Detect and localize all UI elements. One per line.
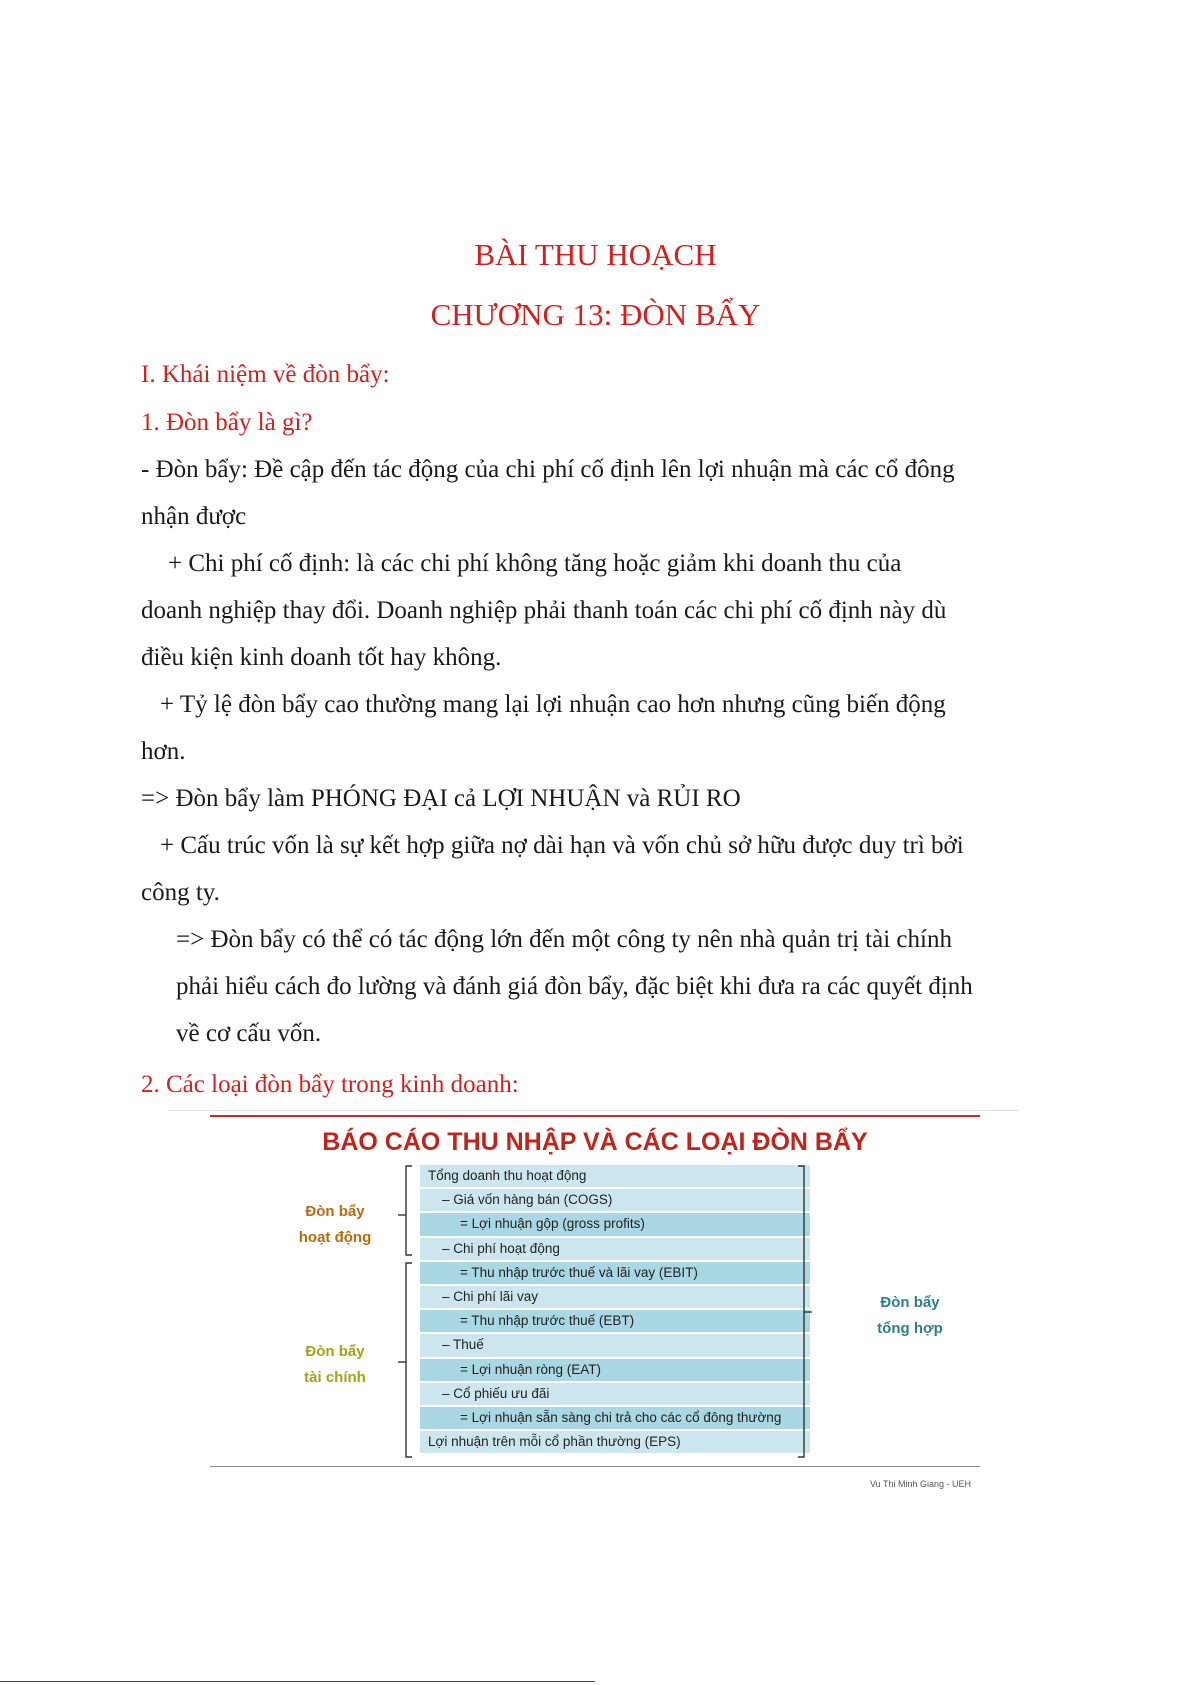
- paragraph-line: + Cấu trúc vốn là sự kết hợp giữa nợ dài hạn và vốn chủ sở hữu được duy trì bởi: [160, 832, 964, 859]
- operating-leverage-label: [280, 1199, 390, 1251]
- subsection-heading-2: 2. Các loại đòn bẩy trong kinh doanh:: [141, 1071, 519, 1098]
- paragraph-line: doanh nghiệp thay đổi. Doanh nghiệp phải thanh toán các chi phí cố định này dù: [141, 597, 947, 624]
- document-title: BÀI THU HOẠCH: [474, 237, 717, 272]
- table-row: = Lợi nhuận ròng (EAT): [420, 1359, 810, 1381]
- bracket-lines: [380, 1160, 830, 1470]
- paragraph-line: hơn.: [141, 738, 186, 765]
- figure-credit: Vu Thi Minh Giang - UEH: [870, 1479, 972, 1489]
- total-leverage-label: [855, 1290, 965, 1342]
- paragraph-line: - Đòn bẩy: Đề cập đến tác động của chi phí cố định lên lợi nhuận mà các cổ đông: [141, 456, 955, 483]
- financial-leverage-label: [280, 1339, 390, 1391]
- paragraph-line: => Đòn bẩy có thể có tác động lớn đến một công ty nên nhà quản trị tài chính: [176, 926, 952, 953]
- figure-bottom-rule: [210, 1466, 980, 1467]
- table-row: Lợi nhuận trên mỗi cổ phần thường (EPS): [420, 1431, 810, 1453]
- footnote-rule: [0, 1681, 595, 1682]
- paragraph-line: phải hiểu cách đo lường và đánh giá đòn bẩy, đặc biệt khi đưa ra các quyết định: [176, 973, 973, 1000]
- table-row: = Lợi nhuận sẵn sàng chi trả cho các cổ đông thường: [420, 1407, 810, 1429]
- financial-bracket: [406, 1263, 412, 1457]
- table-row: – Giá vốn hàng bán (COGS): [420, 1189, 810, 1211]
- table-row: = Lợi nhuận gộp (gross profits): [420, 1213, 810, 1235]
- figure-title: BÁO CÁO THU NHẬP VÀ CÁC LOẠI ĐÒN BẨY: [322, 1128, 868, 1156]
- paragraph-line: nhận được: [141, 503, 247, 530]
- table-row: Tổng doanh thu hoạt động: [420, 1165, 810, 1187]
- paragraph-line: công ty.: [141, 879, 220, 906]
- paragraph-line: điều kiện kinh doanh tốt hay không.: [141, 644, 502, 671]
- chapter-title: CHƯƠNG 13: ĐÒN BẨY: [430, 297, 761, 332]
- paragraph-line: + Chi phí cố định: là các chi phí không tăng hoặc giảm khi doanh thu của: [168, 550, 902, 577]
- paragraph-line: về cơ cấu vốn.: [176, 1020, 322, 1047]
- subsection-heading-1: 1. Đòn bẩy là gì?: [141, 409, 313, 436]
- operating-label-line2: hoạt động: [298, 1229, 372, 1246]
- total-label-line2: tổng hợp: [877, 1320, 943, 1337]
- section-heading: I. Khái niệm về đòn bẩy:: [141, 361, 390, 388]
- table-row: – Thuế: [420, 1334, 810, 1356]
- total-bracket: [798, 1166, 804, 1457]
- table-row: – Chi phí lãi vay: [420, 1286, 810, 1308]
- paragraph-line: + Tỷ lệ đòn bẩy cao thường mang lại lợi nhuận cao hơn nhưng cũng biến động: [160, 691, 946, 718]
- table-row: – Cổ phiếu ưu đãi: [420, 1383, 810, 1405]
- table-row: = Thu nhập trước thuế (EBT): [420, 1310, 810, 1332]
- table-row: = Thu nhập trước thuế và lãi vay (EBIT): [420, 1262, 810, 1284]
- paragraph-line: => Đòn bẩy làm PHÓNG ĐẠI cả LỢI NHUẬN và RỦI RO: [141, 785, 741, 812]
- financial-label-line1: Đòn bẩy: [305, 1343, 365, 1360]
- figure-top-separator: [168, 1110, 1020, 1111]
- total-label-line1: Đòn bẩy: [880, 1294, 940, 1311]
- operating-bracket: [406, 1166, 412, 1255]
- table-row: – Chi phí hoạt động: [420, 1238, 810, 1260]
- operating-label-line1: Đòn bẩy: [305, 1203, 365, 1220]
- figure-top-rule: [210, 1115, 980, 1117]
- financial-label-line2: tài chính: [304, 1369, 366, 1386]
